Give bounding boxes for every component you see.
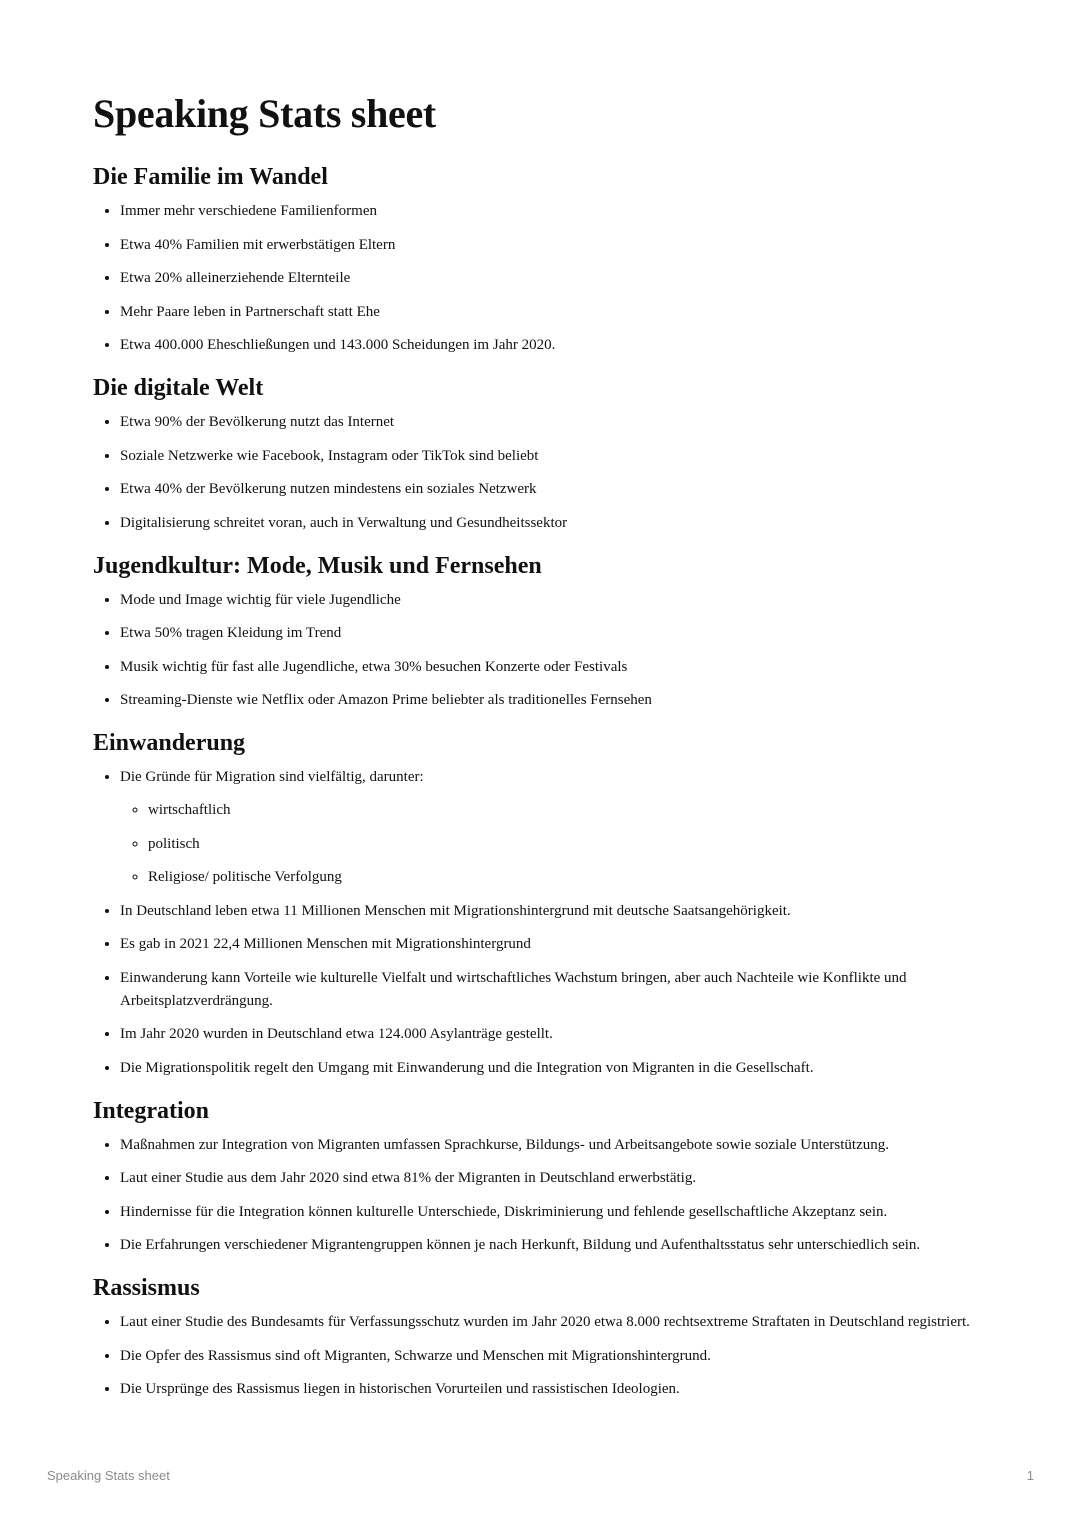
list-item-text: Einwanderung kann Vorteile wie kulturelle Vielfalt und wirtschaftliches Wachstum bringen, aber auch Nachteile wie Konflikte und Arbeitsplatzverdrängung. bbox=[120, 969, 907, 1009]
list-item-text: Digitalisierung schreitet voran, auch in Verwaltung und Gesundheitssektor bbox=[120, 514, 568, 531]
sub-list-item: ◦ politisch bbox=[148, 832, 973, 856]
footer-page-number: 1 bbox=[1026, 1468, 1034, 1483]
list-item bbox=[120, 410, 973, 434]
list-item-text: Maßnahmen zur Integration von Migranten umfassen Sprachkurse, Bildungs- und Arbeitsangebote sowie soziale Unterstützung. bbox=[120, 1136, 889, 1153]
list-item-text: Etwa 40% Familien mit erwerbstätigen Eltern bbox=[120, 236, 396, 253]
list-item bbox=[120, 511, 973, 535]
section-heading: Die Familie im Wandel bbox=[93, 164, 328, 190]
section-heading: Die digitale Welt bbox=[93, 375, 264, 401]
list-item bbox=[120, 1310, 973, 1334]
list-item-text: Etwa 90% der Bevölkerung nutzt das Internet bbox=[120, 414, 395, 430]
document-body bbox=[93, 160, 973, 1401]
list-item bbox=[120, 1200, 973, 1224]
section-heading: Jugendkultur: Mode, Musik und Fernsehen bbox=[93, 552, 542, 579]
list-item-text: Streaming-Dienste wie Netflix oder Amazon Prime beliebter als traditionelles Fernsehen bbox=[120, 692, 652, 708]
list-item-text: Etwa 40% der Bevölkerung nutzen mindestens ein soziales Netzwerk bbox=[120, 481, 537, 497]
list-item-text: Hindernisse für die Integration können kulturelle Unterschiede, Diskriminierung und fehlende gesellschaftliche Akzeptanz sein. bbox=[120, 1203, 888, 1220]
list-item bbox=[120, 765, 973, 889]
list-item bbox=[120, 333, 973, 357]
list-item-text: Mode und Image wichtig für viele Jugendliche bbox=[120, 591, 401, 608]
list-item bbox=[120, 1056, 973, 1080]
sub-list-item: ◦ wirtschaftlich bbox=[148, 798, 973, 822]
list-item-text: Etwa 50% tragen Kleidung im Trend bbox=[120, 625, 342, 641]
list-item-text: Die Opfer des Rassismus sind oft Migranten, Schwarze und Menschen mit Migrationshintergrund. bbox=[120, 1347, 711, 1364]
list-item bbox=[120, 1344, 973, 1368]
list-item bbox=[120, 300, 973, 324]
list-item-text: In Deutschland leben etwa 11 Millionen Menschen mit Migrationshintergrund mit deutsche Saatsangehörigkeit. bbox=[120, 902, 791, 919]
list-item bbox=[120, 966, 973, 1013]
list-item-text: Etwa 20% alleinerziehende Elternteile bbox=[120, 270, 351, 286]
list-item bbox=[120, 899, 973, 923]
list-item-text: Immer mehr verschiedene Familienformen bbox=[120, 203, 377, 219]
document-page bbox=[93, 88, 973, 1415]
list-item bbox=[120, 1377, 973, 1401]
sub-list-item: ◦ Religiose/ politische Verfolgung bbox=[148, 865, 973, 889]
bullet-list bbox=[93, 765, 973, 1080]
list-item-text: Musik wichtig für fast alle Jugendliche, etwa 30% besuchen Konzerte oder Festivals bbox=[120, 658, 628, 675]
list-item bbox=[120, 621, 973, 645]
bullet-list bbox=[93, 199, 973, 357]
list-item bbox=[120, 233, 973, 257]
list-item-text: Im Jahr 2020 wurden in Deutschland etwa 124.000 Asylanträge gestellt. bbox=[120, 1026, 553, 1042]
list-item-text: Es gab in 2021 22,4 Millionen Menschen mit Migrationshintergrund bbox=[120, 936, 531, 952]
list-item-text: Soziale Netzwerke wie Facebook, Instagram oder TikTok sind beliebt bbox=[120, 447, 539, 464]
list-item-text: Die Gründe für Migration sind vielfältig, darunter: bbox=[120, 769, 424, 785]
page-title: Speaking Stats sheet bbox=[93, 91, 436, 136]
bullet-list bbox=[93, 588, 973, 713]
list-item-text: Laut einer Studie des Bundesamts für Verfassungsschutz wurden im Jahr 2020 etwa 8.000 rechtsextreme Straftaten in Deutschland registriert. bbox=[120, 1314, 970, 1330]
list-item bbox=[120, 1133, 973, 1157]
bullet-list bbox=[93, 410, 973, 535]
list-item bbox=[120, 477, 973, 501]
list-item-text: Etwa 400.000 Eheschließungen und 143.000 Scheidungen im Jahr 2020. bbox=[120, 337, 556, 353]
list-item-text: Mehr Paare leben in Partnerschaft statt Ehe bbox=[120, 303, 380, 320]
list-item bbox=[120, 444, 973, 468]
list-item-text: Laut einer Studie aus dem Jahr 2020 sind etwa 81% der Migranten in Deutschland erwerbstätig. bbox=[120, 1170, 697, 1186]
list-item bbox=[120, 1022, 973, 1046]
list-item-text: Die Migrationspolitik regelt den Umgang mit Einwanderung und die Integration von Migranten in die Gesellschaft. bbox=[120, 1059, 814, 1076]
footer-title: Speaking Stats sheet bbox=[47, 1468, 170, 1483]
list-item bbox=[120, 266, 973, 290]
list-item-text: Die Erfahrungen verschiedener Migrantengruppen können je nach Herkunft, Bildung und Aufenthaltsstatus sehr unterschiedlich sein. bbox=[120, 1237, 921, 1253]
list-item bbox=[120, 1233, 973, 1257]
list-item bbox=[120, 588, 973, 612]
list-item bbox=[120, 688, 973, 712]
section-heading: Integration bbox=[93, 1097, 209, 1124]
list-item bbox=[120, 1166, 973, 1190]
sub-list bbox=[120, 798, 973, 889]
bullet-list bbox=[93, 1310, 973, 1401]
list-item bbox=[120, 932, 973, 956]
list-item-text: Die Ursprünge des Rassismus liegen in historischen Vorurteilen und rassistischen Ideologien. bbox=[120, 1381, 680, 1397]
list-item bbox=[120, 199, 973, 223]
list-item bbox=[120, 655, 973, 679]
bullet-list bbox=[93, 1133, 973, 1258]
section-heading: Rassismus bbox=[93, 1275, 200, 1301]
section-heading: Einwanderung bbox=[93, 730, 246, 756]
